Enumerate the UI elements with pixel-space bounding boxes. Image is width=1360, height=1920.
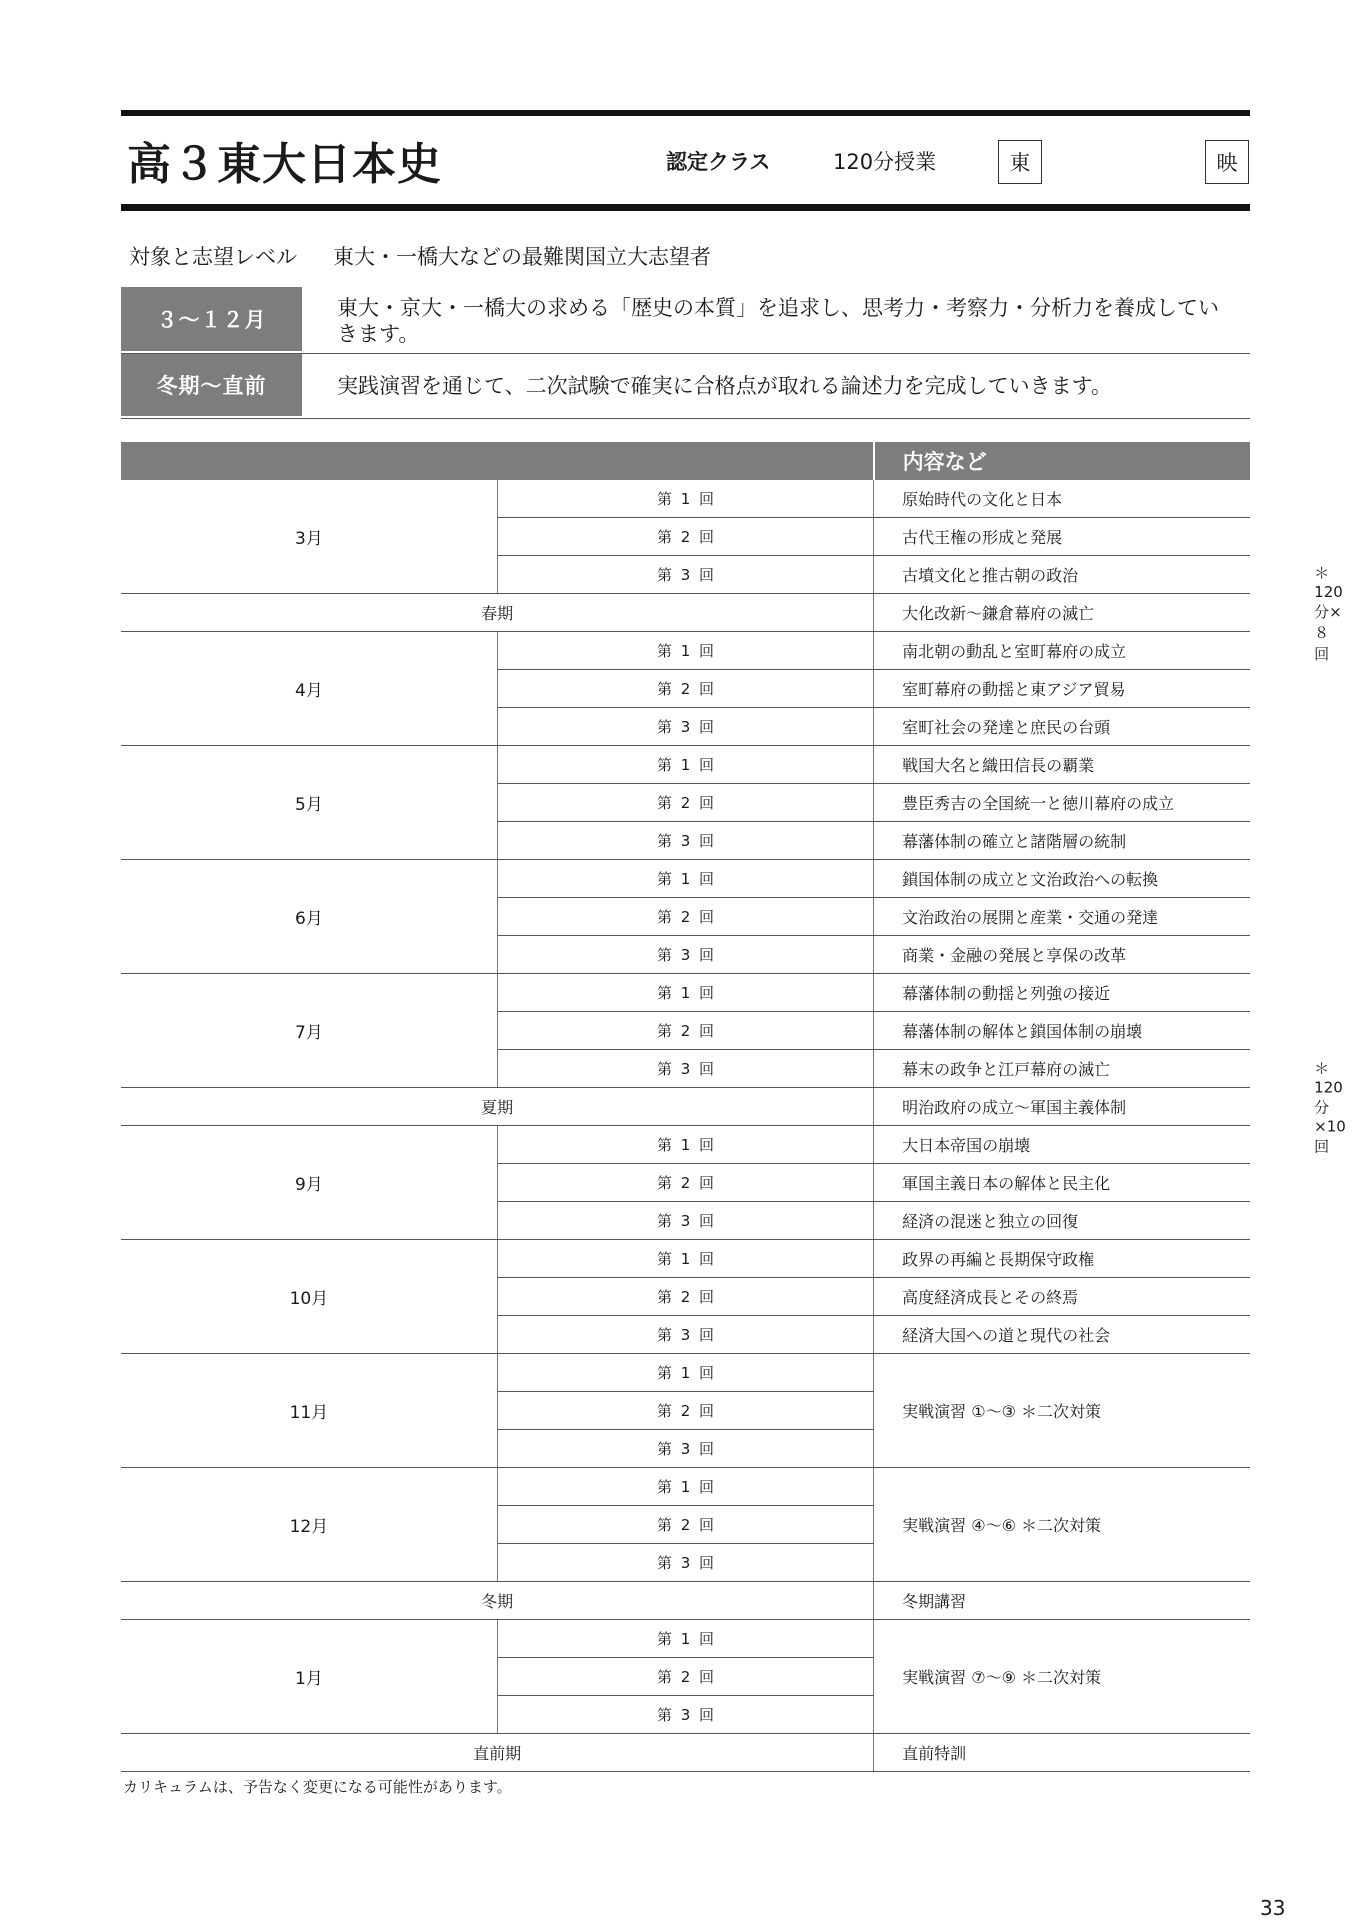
term-cell: 直前期 <box>121 1734 874 1772</box>
content-cell: 幕藩体制の解体と鎖国体制の崩壊 <box>874 1012 1250 1050</box>
target-label: 対象と志望レベル <box>129 245 297 269</box>
session-cell: 第 1 回 <box>497 974 873 1012</box>
month-cell: 12月 <box>121 1468 497 1582</box>
session-cell: 第 2 回 <box>497 1012 873 1050</box>
target-level <box>121 211 1250 287</box>
table-row <box>121 1620 1250 1658</box>
footnote: カリキュラムは、予告なく変更になる可能性があります。 <box>123 1778 512 1796</box>
month-cell: 11月 <box>121 1354 497 1468</box>
session-cell: 第 1 回 <box>497 1354 873 1392</box>
content-cell: 高度経済成長とその終焉 <box>874 1278 1250 1316</box>
content-cell: 鎖国体制の成立と文治政治への転換 <box>874 860 1250 898</box>
class-type: 認定クラス <box>666 150 771 174</box>
term-cell: 冬期 <box>121 1582 874 1620</box>
month-cell: 6月 <box>121 860 497 974</box>
content-cell: 大日本帝国の崩壊 <box>874 1126 1250 1164</box>
term-note: ＊120分×10回 <box>1314 1059 1346 1155</box>
content-cell: 経済大国への道と現代の社会 <box>874 1316 1250 1354</box>
course-title: 高３東大日本史 <box>127 139 442 190</box>
table-row <box>121 594 1250 632</box>
content-cell: 冬期講習 <box>874 1582 1250 1620</box>
session-cell: 第 2 回 <box>497 1658 873 1696</box>
content-cell: 室町幕府の動揺と東アジア貿易 <box>874 670 1250 708</box>
content-cell: 商業・金融の発展と享保の改革 <box>874 936 1250 974</box>
month-cell: 10月 <box>121 1240 497 1354</box>
content-cell: 古墳文化と推古朝の政治 <box>874 556 1250 594</box>
page-number: 33 <box>1260 1896 1286 1920</box>
period-label: 冬期～直前 <box>121 354 302 418</box>
session-cell: 第 3 回 <box>497 1696 873 1734</box>
period-text: 実践演習を通じて、二次試験で確実に合格点が取れる論述力を完成していきます。 <box>337 374 1112 398</box>
month-cell: 3月 <box>121 480 497 594</box>
content-cell: 幕末の政争と江戸幕府の滅亡 <box>874 1050 1250 1088</box>
content-cell: 豊臣秀吉の全国統一と徳川幕府の成立 <box>874 784 1250 822</box>
session-cell: 第 2 回 <box>497 1392 873 1430</box>
table-row <box>121 1582 1250 1620</box>
session-cell: 第 2 回 <box>497 1164 873 1202</box>
session-cell: 第 3 回 <box>497 1430 873 1468</box>
session-cell: 第 3 回 <box>497 822 873 860</box>
term-cell: 夏期 <box>121 1088 874 1126</box>
campus-badge: 東 <box>998 140 1042 184</box>
term-cell: 春期 <box>121 594 874 632</box>
content-cell: 経済の混迷と独立の回復 <box>874 1202 1250 1240</box>
month-cell: 9月 <box>121 1126 497 1240</box>
session-cell: 第 2 回 <box>497 784 873 822</box>
course-header <box>121 116 1250 204</box>
session-cell: 第 1 回 <box>497 746 873 784</box>
table-row <box>121 1240 1250 1278</box>
term-note: ＊120分×８回 <box>1314 563 1343 663</box>
table-row <box>121 1468 1250 1506</box>
session-cell: 第 2 回 <box>497 1506 873 1544</box>
content-cell: 原始時代の文化と日本 <box>874 480 1250 518</box>
month-cell: 7月 <box>121 974 497 1088</box>
session-cell: 第 2 回 <box>497 1278 873 1316</box>
month-cell: 1月 <box>121 1620 497 1734</box>
session-cell: 第 3 回 <box>497 708 873 746</box>
content-cell: 実戦演習 ①～③ ＊二次対策 <box>874 1354 1250 1468</box>
period-descriptions <box>121 287 1250 419</box>
content-cell: 実戦演習 ⑦～⑨ ＊二次対策 <box>874 1620 1250 1734</box>
session-cell: 第 1 回 <box>497 860 873 898</box>
content-cell: 戦国大名と織田信長の覇業 <box>874 746 1250 784</box>
header-blank-cell <box>121 442 874 480</box>
month-cell: 5月 <box>121 746 497 860</box>
table-row <box>121 746 1250 784</box>
content-cell: 古代王権の形成と発展 <box>874 518 1250 556</box>
content-cell: 軍国主義日本の解体と民主化 <box>874 1164 1250 1202</box>
table-row <box>121 480 1250 518</box>
table-row <box>121 1734 1250 1772</box>
table-row <box>121 1088 1250 1126</box>
content-cell: 直前特訓 <box>874 1734 1250 1772</box>
session-cell: 第 3 回 <box>497 1050 873 1088</box>
term-content: 明治政府の成立～軍国主義体制 <box>902 1098 1127 1117</box>
session-cell: 第 1 回 <box>497 1126 873 1164</box>
curriculum-page <box>121 110 1346 1797</box>
content-cell: 南北朝の動乱と室町幕府の成立 <box>874 632 1250 670</box>
session-cell: 第 1 回 <box>497 632 873 670</box>
lesson-length: 120分授業 <box>833 150 937 174</box>
content-cell: 室町社会の発達と庶民の台頭 <box>874 708 1250 746</box>
period-label: ３～１２月 <box>121 287 302 353</box>
period-text: 東大・京大・一橋大の求める「歴史の本質」を追求し、思考力・考察力・分析力を養成していきます。 <box>337 296 1219 346</box>
month-cell: 4月 <box>121 632 497 746</box>
table-header <box>121 442 1250 480</box>
content-cell: 政界の再編と長期保守政権 <box>874 1240 1250 1278</box>
session-cell: 第 3 回 <box>497 1544 873 1582</box>
session-cell: 第 3 回 <box>497 936 873 974</box>
session-cell: 第 2 回 <box>497 518 873 556</box>
table-row <box>121 974 1250 1012</box>
session-cell: 第 2 回 <box>497 670 873 708</box>
curriculum-table <box>121 442 1346 1772</box>
session-cell: 第 1 回 <box>497 480 873 518</box>
content-cell: 幕藩体制の確立と諸階層の統制 <box>874 822 1250 860</box>
content-cell: 文治政治の展開と産業・交通の発達 <box>874 898 1250 936</box>
header-bottom-rule <box>121 204 1250 211</box>
session-cell: 第 1 回 <box>497 1620 873 1658</box>
term-content: 大化改新～鎌倉幕府の滅亡 <box>902 604 1095 623</box>
period-row <box>121 287 1250 354</box>
target-value: 東大・一橋大などの最難関国立大志望者 <box>333 245 711 269</box>
table-row <box>121 1354 1250 1392</box>
session-cell: 第 1 回 <box>497 1468 873 1506</box>
table-row <box>121 632 1250 670</box>
header-content-label: 内容など <box>874 442 1250 480</box>
content-cell: 実戦演習 ④～⑥ ＊二次対策 <box>874 1468 1250 1582</box>
video-badge: 映 <box>1205 140 1249 184</box>
session-cell: 第 2 回 <box>497 898 873 936</box>
session-cell: 第 3 回 <box>497 1202 873 1240</box>
session-cell: 第 3 回 <box>497 556 873 594</box>
table-row <box>121 860 1250 898</box>
content-cell: 幕藩体制の動揺と列強の接近 <box>874 974 1250 1012</box>
period-row <box>121 354 1250 419</box>
table-row <box>121 1126 1250 1164</box>
session-cell: 第 1 回 <box>497 1240 873 1278</box>
session-cell: 第 3 回 <box>497 1316 873 1354</box>
